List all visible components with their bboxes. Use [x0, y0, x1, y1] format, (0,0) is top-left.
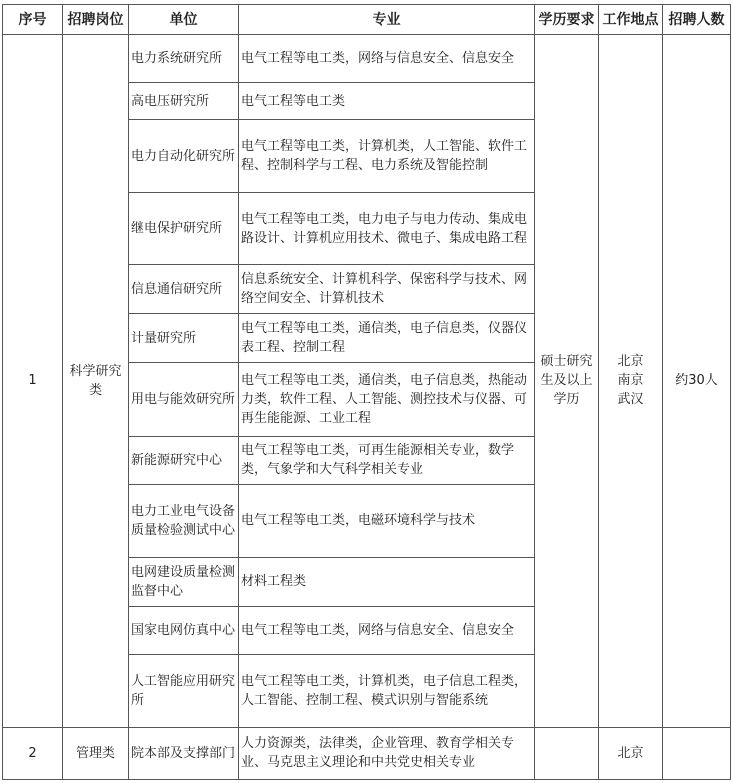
header-unit: 单位 — [129, 5, 239, 35]
seq-cell: 1 — [3, 35, 63, 728]
education-cell: 硕士研究生及以上学历 — [535, 35, 599, 728]
header-headcount: 招聘人数 — [663, 5, 731, 35]
major-cell: 电气工程等电工类，可再生能源相关专业，数学类，气象学和大气科学相关专业 — [239, 436, 535, 484]
major-cell: 电气工程等电工类，计算机类，电子信息工程类，人工智能、控制工程、模式识别与智能系统 — [239, 654, 535, 727]
unit-cell: 人工智能应用研究所 — [129, 654, 239, 727]
unit-cell: 继电保护研究所 — [129, 193, 239, 265]
header-major: 专业 — [239, 5, 535, 35]
major-cell: 电气工程等电工类，通信类，电子信息类，热能动力类，软件工程、人工智能、测控技术与仪器、可再生能能源、工业工程 — [239, 363, 535, 436]
major-cell: 电气工程等电工类，电力电子与电力传动、集成电路设计、计算机应用技术、微电子、集成电路工程 — [239, 193, 535, 265]
unit-cell: 电网建设质量检测监督中心 — [129, 557, 239, 606]
header-location: 工作地点 — [599, 5, 663, 35]
header-seq: 序号 — [3, 5, 63, 35]
major-cell: 人力资源类，法律类，企业管理、教育学相关专业、马克思主义理论和中共党史相关专业 — [239, 727, 535, 779]
unit-cell: 院本部及支撑部门 — [129, 727, 239, 779]
unit-cell: 电力系统研究所 — [129, 35, 239, 83]
unit-cell: 计量研究所 — [129, 314, 239, 363]
headcount-cell — [663, 727, 731, 779]
major-cell: 材料工程类 — [239, 557, 535, 606]
header-row — [3, 5, 731, 35]
seq-cell: 2 — [3, 727, 63, 779]
location-cell: 北京 南京 武汉 — [599, 35, 663, 728]
major-cell: 电气工程等电工类，计算机类，人工智能、软件工程、控制科学与工程、电力系统及智能控制 — [239, 120, 535, 193]
header-position: 招聘岗位 — [63, 5, 129, 35]
major-cell: 电气工程等电工类，网络与信息安全、信息安全 — [239, 606, 535, 654]
major-cell: 电气工程等电工类，电磁环境科学与技术 — [239, 484, 535, 557]
header-education: 学历要求 — [535, 5, 599, 35]
major-cell: 电气工程等电工类，网络与信息安全、信息安全 — [239, 35, 535, 83]
unit-cell: 新能源研究中心 — [129, 436, 239, 484]
table-row — [3, 35, 731, 83]
unit-cell: 用电与能效研究所 — [129, 363, 239, 436]
table-row — [3, 727, 731, 779]
unit-cell: 国家电网仿真中心 — [129, 606, 239, 654]
major-cell: 电气工程等电工类 — [239, 83, 535, 120]
location-cell: 北京 — [599, 727, 663, 779]
position-cell: 科学研究类 — [63, 35, 129, 728]
unit-cell: 电力自动化研究所 — [129, 120, 239, 193]
recruitment-table — [2, 4, 731, 780]
unit-cell: 信息通信研究所 — [129, 265, 239, 314]
headcount-cell: 约30人 — [663, 35, 731, 728]
position-cell: 管理类 — [63, 727, 129, 779]
major-cell: 电气工程等电工类，通信类，电子信息类，仪器仪表工程、控制工程 — [239, 314, 535, 363]
education-cell — [535, 727, 599, 779]
unit-cell: 电力工业电气设备质量检验测试中心 — [129, 484, 239, 557]
unit-cell: 高电压研究所 — [129, 83, 239, 120]
major-cell: 信息系统安全、计算机科学、保密科学与技术、网络空间安全、计算机技术 — [239, 265, 535, 314]
